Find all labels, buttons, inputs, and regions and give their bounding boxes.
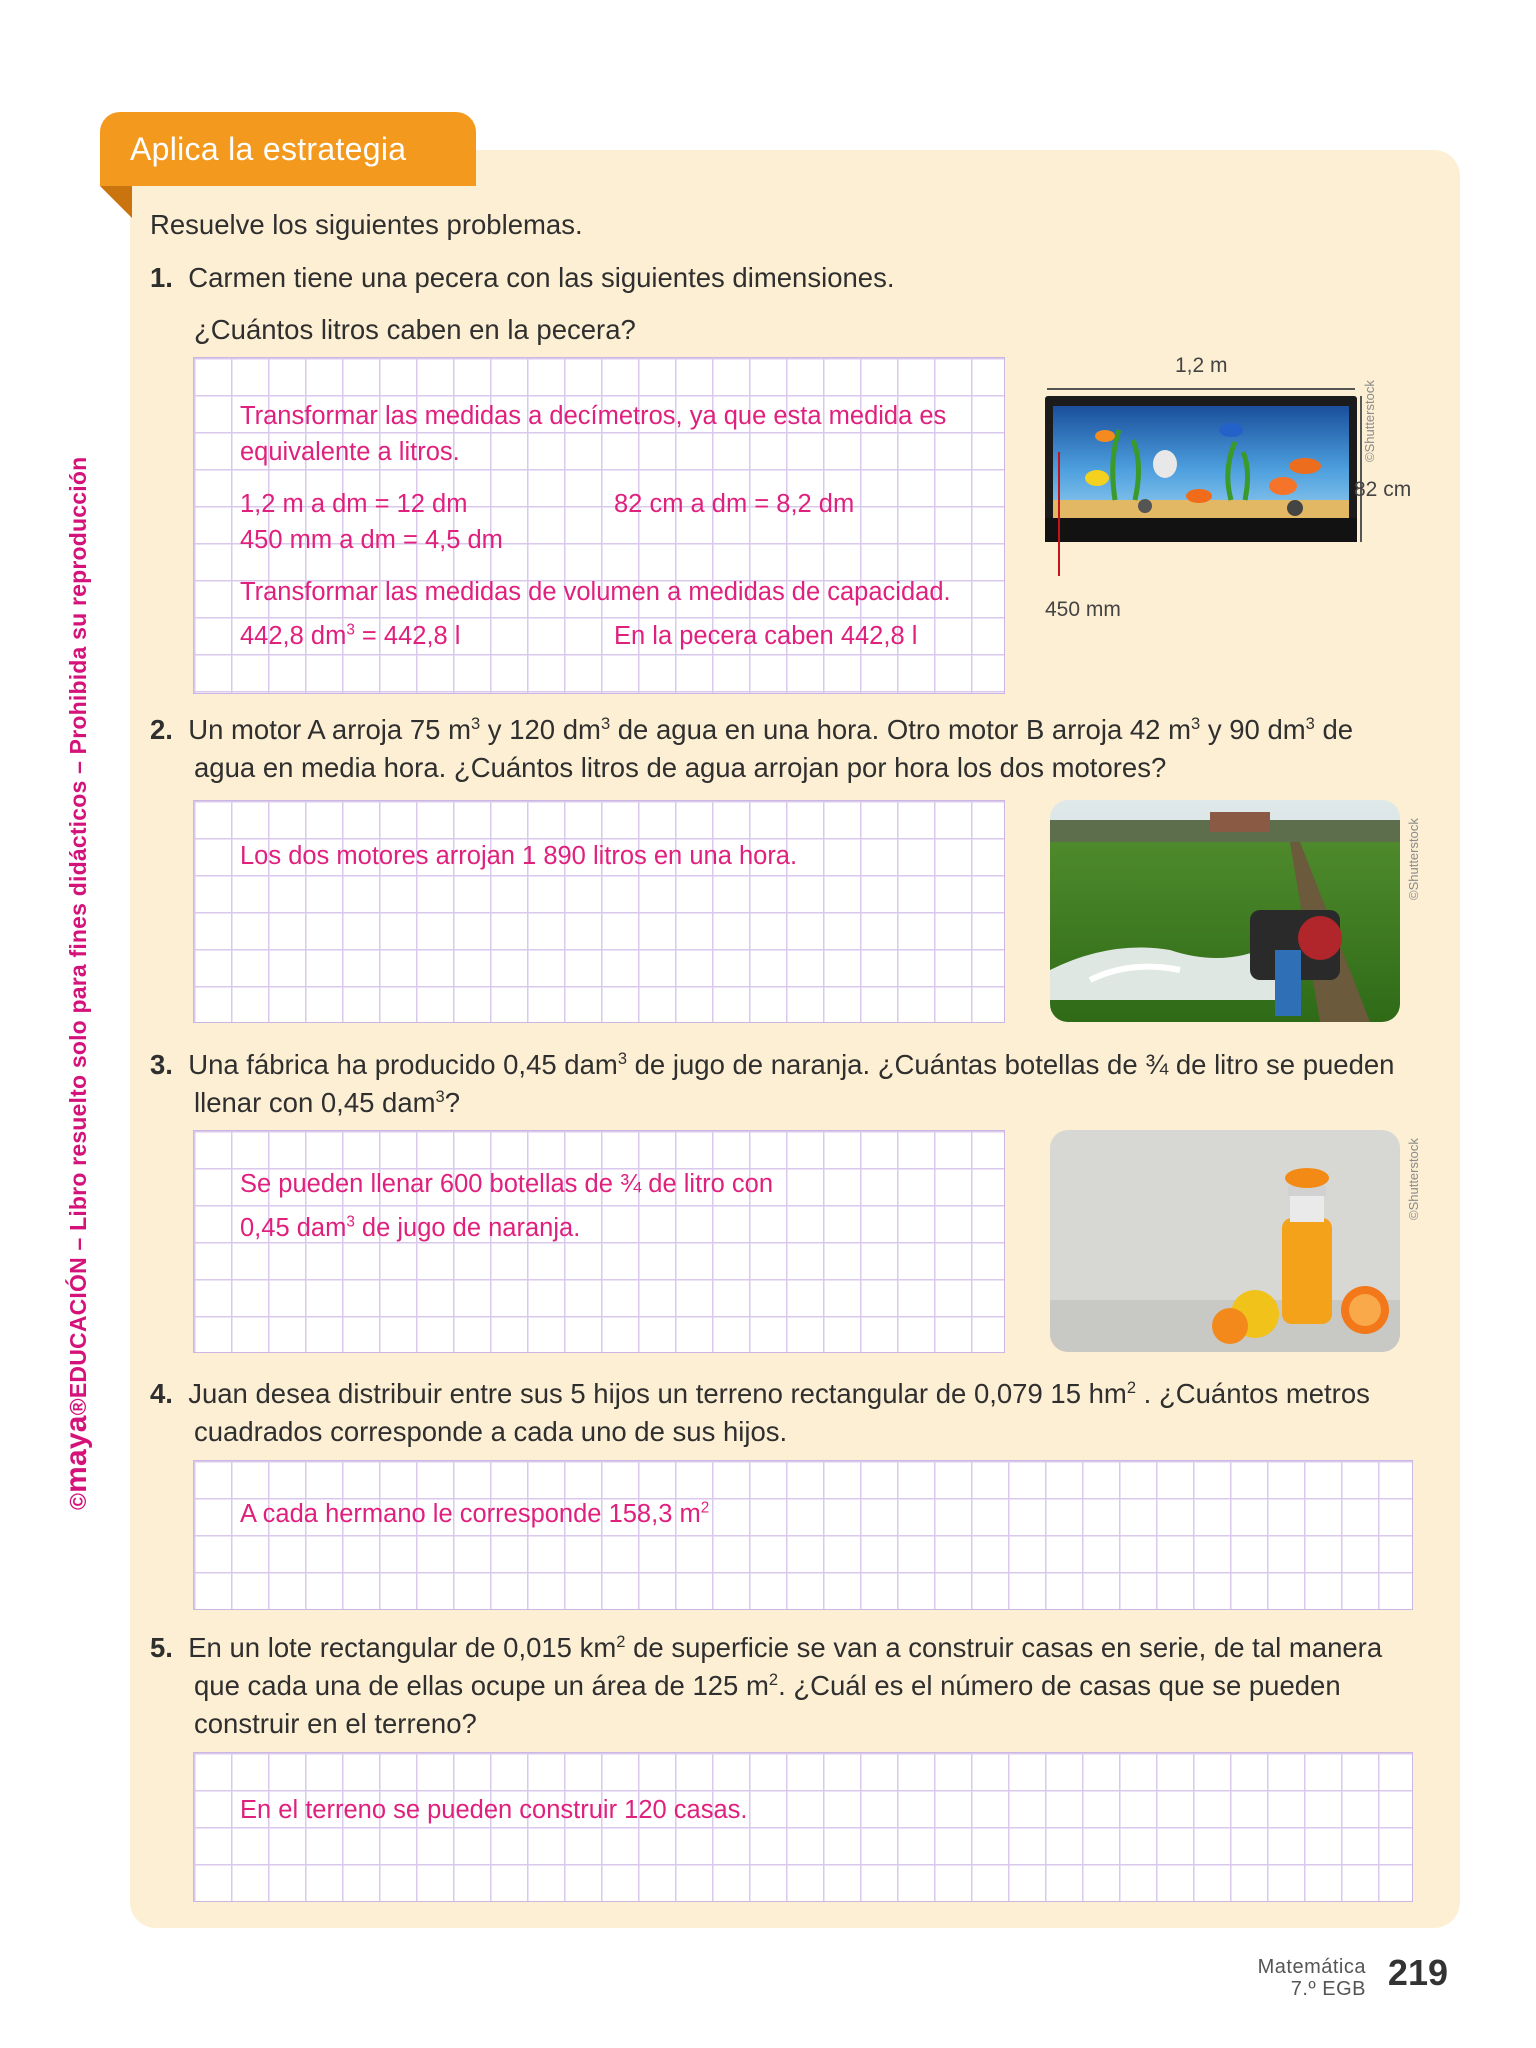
- section-title: Aplica la estrategia: [130, 130, 407, 167]
- problem-2-text-b: y 120 dm: [480, 714, 601, 745]
- problem-4-text-b: . ¿Cuántos metros: [1136, 1378, 1370, 1409]
- problem-3-text-b: de jugo de naranja. ¿Cuántas botellas de ¾ de litro se pueden: [627, 1049, 1395, 1080]
- problem-5-text-b: de superficie se van a construir casas en serie, de tal manera: [625, 1632, 1383, 1663]
- orange-juice-image: [1050, 1130, 1400, 1352]
- problem-2-text-e: de: [1314, 714, 1354, 745]
- answer-3-line2: [240, 1210, 580, 1246]
- tab-fold: [100, 186, 132, 218]
- photo-credit-2: ©Shutterstock: [1406, 818, 1421, 900]
- section-tab: [100, 112, 476, 186]
- aquarium-figure: [1045, 354, 1365, 621]
- width-line: [1047, 388, 1355, 390]
- footer-subject: [1258, 1956, 1366, 2000]
- photo-credit-1: ©Shutterstock: [1362, 380, 1377, 462]
- answer-5: En el terreno se pueden construir 120 casas.: [240, 1796, 748, 1824]
- problem-3-text-d: ?: [444, 1087, 461, 1118]
- rice-field-image: [1050, 800, 1400, 1022]
- problem-number: 1.: [150, 262, 173, 293]
- answer-1-conv3: 450 mm a dm = 4,5 dm: [240, 526, 503, 554]
- answer-1-line2: equivalente a litros.: [240, 438, 460, 466]
- answer-4: [240, 1496, 709, 1532]
- problem-5-line3: construir en el terreno?: [194, 1708, 477, 1739]
- superscript: 3: [600, 714, 611, 733]
- answer-3-value: 0,45 dam: [240, 1214, 347, 1242]
- answer-grid-2[interactable]: [193, 800, 1005, 1023]
- superscript: 3: [1191, 714, 1201, 733]
- problem-5-line2: [194, 1667, 1341, 1705]
- photo-credit-3: ©Shutterstock: [1406, 1138, 1421, 1220]
- orange-juice-photo: [1050, 1130, 1400, 1352]
- problem-4-statement: [150, 1375, 1370, 1413]
- problem-number: 5.: [150, 1632, 173, 1663]
- superscript: 3: [435, 1087, 445, 1106]
- brand-logo: maya: [60, 1415, 93, 1493]
- answer-1-conv2: 82 cm a dm = 8,2 dm: [614, 490, 855, 518]
- height-label: 82 cm: [1354, 478, 1412, 501]
- problem-3-text-a: Una fábrica ha producido 0,45 dam: [188, 1049, 618, 1080]
- problem-1-text: Carmen tiene una pecera con las siguientes dimensiones.: [188, 262, 895, 293]
- footer-grade: 7.º EGB: [1290, 1978, 1366, 2000]
- answer-2: Los dos motores arrojan 1 890 litros en una hora.: [240, 842, 798, 870]
- problem-5-statement: [150, 1629, 1382, 1667]
- problem-3-statement: [150, 1046, 1394, 1084]
- volume-value: 442,8 dm: [240, 622, 347, 650]
- answer-1-conv1: 1,2 m a dm = 12 dm: [240, 490, 468, 518]
- footer-subject-text: Matemática: [1257, 1956, 1366, 1978]
- answer-grid-4[interactable]: [193, 1460, 1413, 1610]
- superscript: 3: [346, 621, 355, 639]
- side-copyright-text: EDUCACIÓN – Libro resuelto solo para fines didácticos – Prohibida su reproducción: [65, 456, 91, 1399]
- problem-number: 3.: [150, 1049, 173, 1080]
- answer-1-result: En la pecera caben 442,8 l: [614, 622, 918, 650]
- superscript: 2: [768, 1670, 779, 1689]
- problem-5-text-c: que cada una de ellas ocupe un área de 125 m: [194, 1670, 769, 1701]
- problem-5-text-d: . ¿Cuál es el número de casas que se pueden: [778, 1670, 1341, 1701]
- problem-4-line2: cuadrados corresponde a cada uno de sus hijos.: [194, 1416, 788, 1447]
- answer-3-line1: Se pueden llenar 600 botellas de ¾ de litro con: [240, 1170, 774, 1198]
- superscript: 3: [1305, 714, 1315, 733]
- problem-4-text-a: Juan desea distribuir entre sus 5 hijos un terreno rectangular de 0,079 15 hm: [188, 1378, 1127, 1409]
- superscript: 3: [470, 714, 481, 733]
- problem-2-text-a: Un motor A arroja 75 m: [188, 714, 471, 745]
- depth-label: 450 mm: [1045, 598, 1121, 621]
- superscript: 3: [346, 1213, 355, 1231]
- superscript: 2: [1126, 1378, 1137, 1397]
- problem-2-text-c: de agua en una hora. Otro motor B arroja 42 m: [610, 714, 1192, 745]
- side-copyright: ©maya®EDUCACIÓN – Libro resuelto solo para fines didácticos – Prohibida su reproducción: [60, 456, 93, 1510]
- problem-1-question: ¿Cuántos litros caben en la pecera?: [194, 314, 636, 345]
- capacity-value: = 442,8 l: [354, 622, 461, 650]
- depth-line: [1058, 452, 1060, 576]
- superscript: 2: [616, 1632, 626, 1651]
- answer-1-line1: Transformar las medidas a decímetros, ya que esta medida es: [240, 402, 947, 430]
- intro-text: Resuelve los siguientes problemas.: [150, 209, 583, 240]
- rice-field-photo: [1050, 800, 1400, 1022]
- page-number: 219: [1387, 1952, 1448, 1993]
- problem-3-line2: [194, 1084, 460, 1122]
- answer-1-volume: [240, 618, 460, 654]
- problem-2-text-d: y 90 dm: [1200, 714, 1306, 745]
- superscript: 2: [700, 1499, 710, 1517]
- answer-4-text: A cada hermano le corresponde 158,3 m: [240, 1500, 701, 1528]
- problem-3-text-c: llenar con 0,45 dam: [194, 1087, 436, 1118]
- problem-5-text-a: En un lote rectangular de 0,015 km: [188, 1632, 617, 1663]
- problem-2-statement: [150, 711, 1353, 749]
- problem-2-line2: agua en media hora. ¿Cuántos litros de agua arrojan por hora los dos motores?: [194, 752, 1167, 783]
- problem-number: 4.: [150, 1378, 173, 1409]
- problem-1-statement: [150, 259, 894, 297]
- aquarium-image: [1045, 396, 1357, 546]
- answer-3-rest: de jugo de naranja.: [354, 1214, 581, 1242]
- answer-1-line3: Transformar las medidas de volumen a medidas de capacidad.: [240, 578, 951, 606]
- problem-number: 2.: [150, 714, 173, 745]
- superscript: 3: [617, 1049, 627, 1068]
- width-label: 1,2 m: [1175, 354, 1228, 377]
